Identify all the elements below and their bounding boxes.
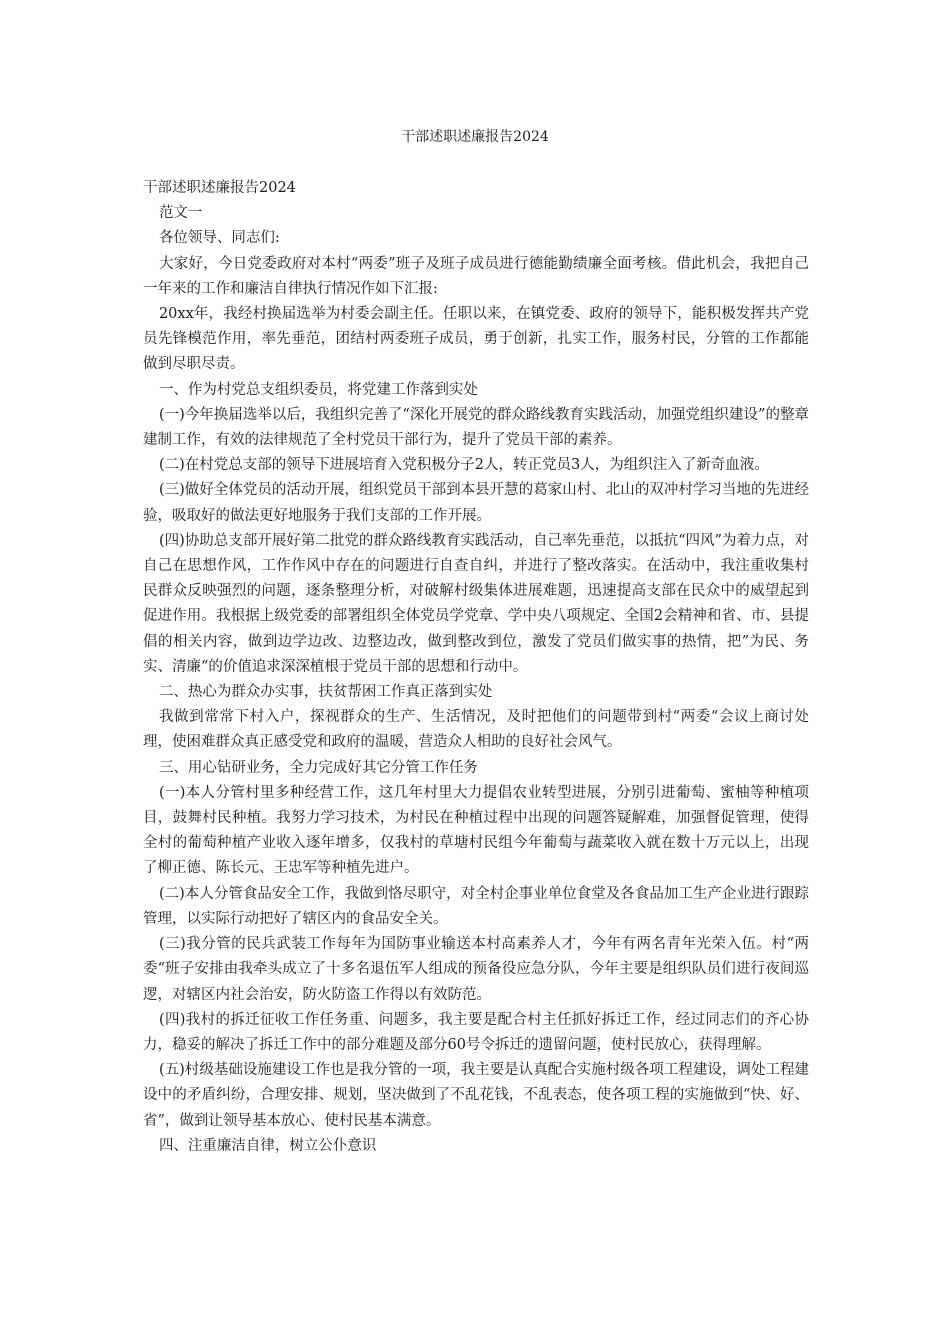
paragraph: 大家好，今日党委政府对本村“两委”班子及班子成员进行德能勤绩廉全面考核。借此机会，我把自己一年来的工作和廉洁自律执行情况作如下汇报: xyxy=(143,255,809,297)
body-heading: 干部述职述廉报告2024 xyxy=(143,180,296,196)
section-heading: 三、用心钻研业务，全力完成好其它分管工作任务 xyxy=(158,759,478,776)
paragraph: (四)协助总支部开展好第二批党的群众路线教育实践活动，自己率先垂范，以抵抗“四风”为着力点，对自己在思想作风，工作作风中存在的问题进行自查自纠，并进行了整改落实。在活动中，我注重收集村民群众反映强烈的问题，逐条整理分析，对破解村级集体进展难题，迅速提高支部在民众中的威望起到促进作用。我根据上级党委的部署组织全体党员学党章、学中央八项规定、全国2会精神和省、市、县提倡的相关内容，做到边学边改、边整边改，做到整改到位，激发了党员们做实事的热情，把”为民、务实、清廉“的价值追求深深植根于党员干部的思想和行动中。 xyxy=(143,532,809,675)
paragraph: (四)我村的拆迁征收工作任务重、问题多，我主要是配合村主任抓好拆迁工作，经过同志们的齐心协力，稳妥的解决了拆迁工作中的部分难题及部分60号令拆迁的遗留问题，使村民放心，获得理解。 xyxy=(143,1011,809,1053)
paragraph: (二)本人分管食品安全工作，我做到恪尽职守，对全村企事业单位食堂及各食品加工生产企业进行跟踪管理，以实际行动把好了辖区内的食品安全关。 xyxy=(143,885,809,927)
section-heading: 二、热心为群众办实事，扶贫帮困工作真正落到实处 xyxy=(158,684,493,701)
paragraph: (一)今年换届选举以后，我组织完善了“深化开展党的群众路线教育实践活动，加强党组织建设”的整章建制工作，有效的法律规范了全村党员干部行为，提升了党员干部的素养。 xyxy=(143,406,809,449)
paragraph: 我做到常常下村入户，探视群众的生产、生活情况，及时把他们的问题带到村“两委“会议上商讨处理，使困难群众真正感受党和政府的温暖，营造众人相助的良好社会风气。 xyxy=(143,709,809,751)
document-title: 干部述职述廉报告2024 xyxy=(401,129,549,145)
paragraph: (一)本人分管村里多种经营工作，这几年村里大力提倡农业转型进展，分别引进葡萄、蜜柚等种植项目，鼓舞村民种植。我努力学习技术，为村民在种植过程中出现的问题答疑解难，加强督促管理，使得全村的葡萄种植产业收入逐年增多，仅我村的草塘村民组今年葡萄与蔬菜收入就在数十万元以上，出现了柳正德、陈长元、王忠军等种植先进户。 xyxy=(143,784,809,877)
paragraph: (二)在村党总支部的领导下进展培育入党积极分子2人，转正党员3人，为组织注入了新奇血液。 xyxy=(158,457,769,474)
paragraph: (三)做好全体党员的活动开展，组织党员干部到本县开慧的葛家山村、北山的双冲村学习当地的先进经验，吸取好的做法更好地服务于我们支部的工作开展。 xyxy=(143,482,809,524)
section-heading: 一、作为村党总支组织委员，将党建工作落到实处 xyxy=(158,381,478,398)
sample-label: 范文一 xyxy=(158,205,203,222)
paragraph: (三)我分管的民兵武装工作每年为国防事业输送本村高素养人才，今年有两名青年光荣入伍。村“两委“班子安排由我牵头成立了十多名退伍军人组成的预备役应急分队，今年主要是组织队员们进行夜间巡逻，对辖区内社会治安，防火防盗工作得以有效防范。 xyxy=(143,936,809,1003)
document-body xyxy=(143,176,809,1159)
paragraph: 20xx年，我经村换届选举为村委会副主任。任职以来，在镇党委、政府的领导下，能积极发挥共产党员先锋模范作用，率先垂范，团结村两委班子成员，勇于创新，扎实工作，服务村民，分管的工作都能做到尽职尽责。 xyxy=(143,306,809,373)
salutation: 各位领导、同志们: xyxy=(158,230,280,247)
section-heading: 四、注重廉洁自律，树立公仆意识 xyxy=(158,1137,377,1154)
paragraph: (五)村级基础设施建设工作也是我分管的一项，我主要是认真配合实施村级各项工程建设，调处工程建设中的矛盾纠纷，合理安排、规划，坚决做到了不乱花钱，不乱表态，使各项工程的实施做到“快、好、省”，做到让领导基本放心、使村民基本满意。 xyxy=(143,1062,809,1129)
